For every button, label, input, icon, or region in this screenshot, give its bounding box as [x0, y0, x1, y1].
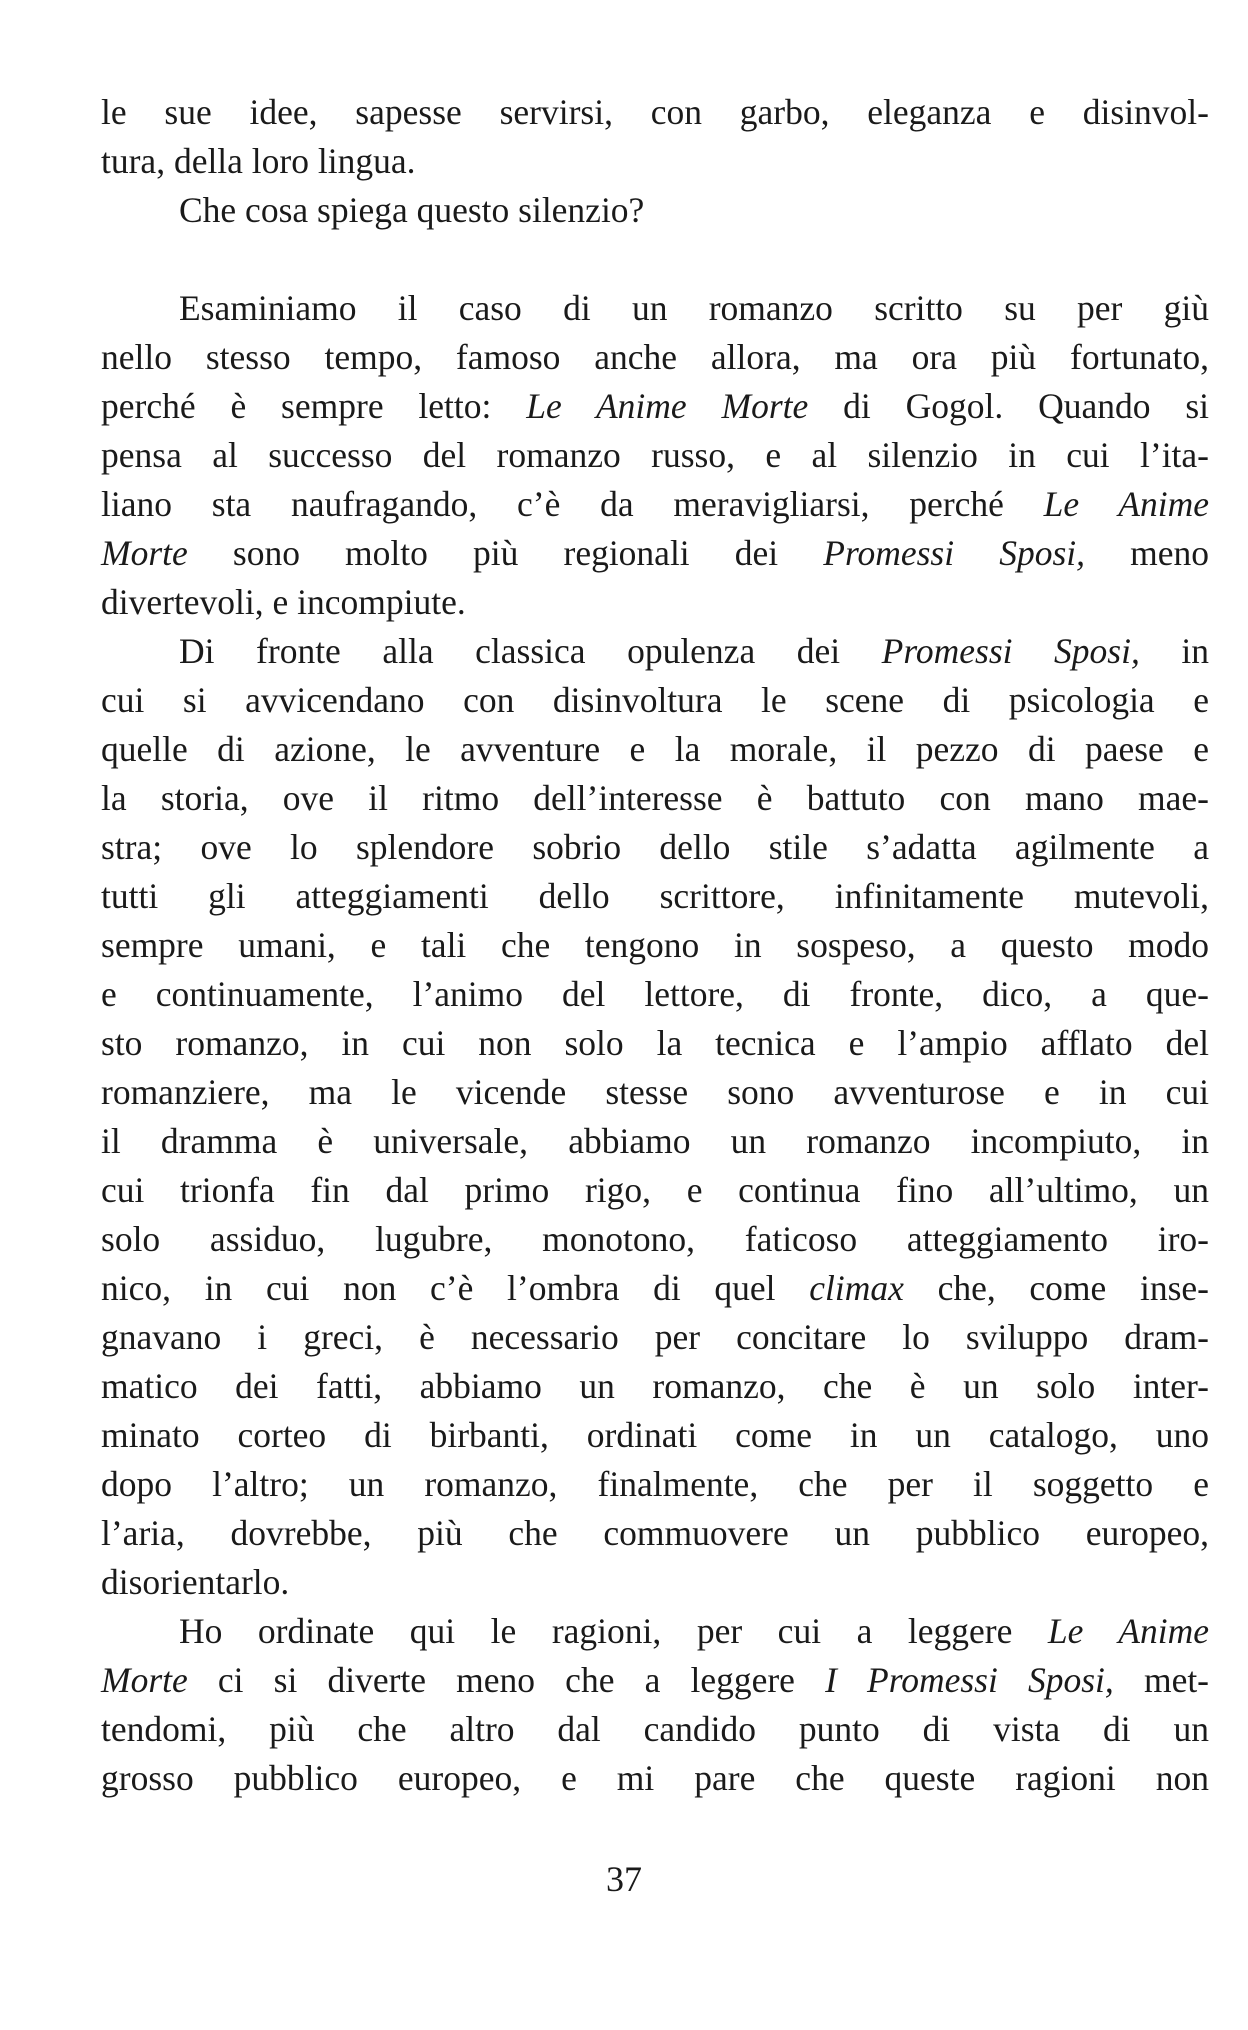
text-line — [101, 1558, 1209, 1607]
italic-text: Le Anime — [1043, 484, 1209, 524]
text-line — [101, 1362, 1209, 1411]
text-line — [101, 823, 1209, 872]
text-line — [101, 1166, 1209, 1215]
text-line — [101, 186, 1209, 235]
text-line — [101, 578, 1209, 627]
text-line — [101, 774, 1209, 823]
text-line — [101, 1215, 1209, 1264]
text-line — [101, 921, 1209, 970]
line-text: disorientarlo. — [101, 1562, 290, 1602]
text-line — [101, 1117, 1209, 1166]
text-line — [101, 676, 1209, 725]
line-text: cui trionfa fin dal primo rigo, e continua fino all’ultimo, un — [101, 1170, 1209, 1210]
line-text: solo assiduo, lugubre, monotono, faticoso atteggiamento iro- — [101, 1219, 1209, 1259]
line-text: gnavano i greci, è necessario per concitare lo sviluppo dram- — [101, 1317, 1209, 1357]
line-text: stra; ove lo splendore sobrio dello stile s’adatta agilmente a — [101, 827, 1209, 867]
text-line — [101, 872, 1209, 921]
italic-text: Le Anime Morte — [526, 386, 809, 426]
page-number: 37 — [606, 1859, 642, 1899]
line-text: che, come inse- — [903, 1268, 1209, 1308]
text-line — [101, 137, 1209, 186]
line-text: tura, della loro lingua. — [101, 141, 416, 181]
text-line — [101, 1607, 1209, 1656]
text-line — [101, 725, 1209, 774]
line-text: il dramma è universale, abbiamo un romanzo incompiuto, in — [101, 1121, 1209, 1161]
line-text: di Gogol. Quando si — [808, 386, 1210, 426]
text-line — [101, 1656, 1209, 1705]
line-text: minato corteo di birbanti, ordinati come in un catalogo, uno — [101, 1415, 1209, 1455]
text-line — [101, 1460, 1209, 1509]
paragraph-3 — [101, 284, 1209, 627]
text-line — [101, 480, 1209, 529]
page-body — [101, 88, 1209, 1803]
line-text: perché è sempre letto: — [101, 386, 527, 426]
italic-text: Morte — [101, 1660, 188, 1700]
italic-text: Morte — [101, 533, 188, 573]
line-text: nello stesso tempo, famoso anche allora, ma ora più fortunato, — [101, 337, 1209, 377]
paragraph-1 — [101, 88, 1209, 186]
line-text: grosso pubblico europeo, e mi pare che queste ragioni non — [101, 1758, 1209, 1798]
text-line — [101, 431, 1209, 480]
text-line — [101, 1411, 1209, 1460]
line-text: sono molto più regionali dei — [187, 533, 824, 573]
italic-text: Promessi Sposi, — [881, 631, 1140, 671]
line-text: pensa al successo del romanzo russo, e al silenzio in cui l’ita- — [101, 435, 1209, 475]
text-line — [101, 1705, 1209, 1754]
line-text: meno — [1085, 533, 1210, 573]
italic-text: Promessi Sposi, — [823, 533, 1086, 573]
line-text: romanziere, ma le vicende stesse sono avventurose e in cui — [101, 1072, 1209, 1112]
text-line — [101, 284, 1209, 333]
text-line — [101, 627, 1209, 676]
line-text: tutti gli atteggiamenti dello scrittore, infinitamente mutevoli, — [101, 876, 1209, 916]
line-text: sto romanzo, in cui non solo la tecnica e l’ampio afflato del — [101, 1023, 1209, 1063]
line-text: la storia, ove il ritmo dell’interesse è battuto con mano mae- — [101, 778, 1209, 818]
text-line — [101, 1313, 1209, 1362]
paragraph-5 — [101, 1607, 1209, 1803]
text-line — [101, 88, 1209, 137]
line-text: liano sta naufragando, c’è da meravigliarsi, perché — [101, 484, 1044, 524]
line-text: met- — [1113, 1660, 1210, 1700]
text-line — [101, 333, 1209, 382]
text-line — [101, 970, 1209, 1019]
line-text: Ho ordinate qui le ragioni, per cui a leggere — [179, 1611, 1048, 1651]
paragraph-2 — [101, 186, 1209, 235]
text-line — [101, 1264, 1209, 1313]
italic-text: Le Anime — [1047, 1611, 1209, 1651]
line-text: Che cosa spiega questo silenzio? — [179, 190, 645, 230]
line-text: in — [1139, 631, 1210, 671]
line-text: dopo l’altro; un romanzo, finalmente, che per il soggetto e — [101, 1464, 1209, 1504]
line-text: Esaminiamo il caso di un romanzo scritto su per giù — [179, 288, 1209, 328]
italic-text: climax — [809, 1268, 904, 1308]
section-break — [101, 235, 1209, 284]
line-text: tendomi, più che altro dal candido punto di vista di un — [101, 1709, 1209, 1749]
text-line — [101, 382, 1209, 431]
line-text: Di fronte alla classica opulenza dei — [179, 631, 882, 671]
line-text: matico dei fatti, abbiamo un romanzo, che è un solo inter- — [101, 1366, 1209, 1406]
line-text: nico, in cui non c’è l’ombra di quel — [101, 1268, 810, 1308]
text-line — [101, 1068, 1209, 1117]
line-text: quelle di azione, le avventure e la morale, il pezzo di paese e — [101, 729, 1209, 769]
text-line — [101, 1754, 1209, 1803]
line-text: divertevoli, e incompiute. — [101, 582, 466, 622]
text-line — [101, 1509, 1209, 1558]
italic-text: I Promessi Sposi, — [825, 1660, 1114, 1700]
line-text: sempre umani, e tali che tengono in sospeso, a questo modo — [101, 925, 1209, 965]
line-text: cui si avvicendano con disinvoltura le scene di psicologia e — [101, 680, 1209, 720]
text-line — [101, 1019, 1209, 1068]
line-text: ci si diverte meno che a leggere — [187, 1660, 826, 1700]
paragraph-4 — [101, 627, 1209, 1607]
text-line — [101, 529, 1209, 578]
line-text: le sue idee, sapesse servirsi, con garbo, eleganza e disinvol- — [101, 92, 1209, 132]
line-text: l’aria, dovrebbe, più che commuovere un pubblico europeo, — [101, 1513, 1209, 1553]
line-text: e continuamente, l’animo del lettore, di fronte, dico, a que- — [101, 974, 1209, 1014]
